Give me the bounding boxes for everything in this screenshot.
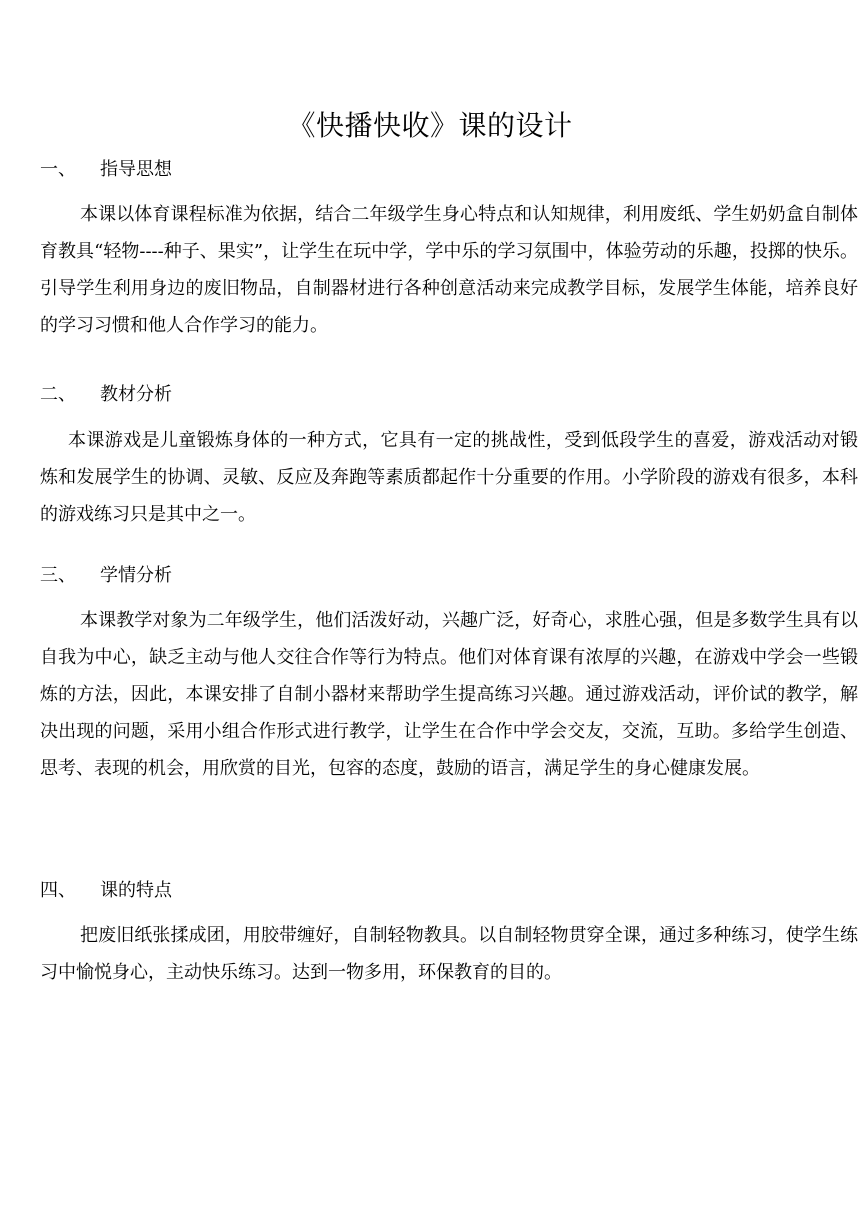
section-body-4: 把废旧纸张揉成团，用胶带缠好，自制轻物教具。以自制轻物贯穿全课，通过多种练习，使学生练习中愉悦身心，主动快乐练习。达到一物多用，环保教育的目的。	[40, 925, 858, 983]
section-number-2: 二、	[40, 384, 76, 405]
section-number-3: 三、	[40, 565, 76, 586]
section-body-1: 本课以体育课程标准为依据，结合二年级学生身心特点和认知规律，利用废纸、学生奶奶盒自制体育教具“轻物----种子、果实”，让学生在玩中学，学中乐的学习氛围中，体验劳动的乐趣，投掷的快乐。引导学生利用身边的废旧物品，自制器材进行各种创意活动来完成教学目标，发展学生体能，培养良好的学习习惯和他人合作学习的能力。	[40, 204, 858, 336]
section-heading-1	[40, 156, 172, 184]
section-body-2: 本课游戏是儿童锻炼身体的一种方式，它具有一定的挑战性，受到低段学生的喜爱，游戏活动对锻炼和发展学生的协调、灵敏、反应及奔跑等素质都起作十分重要的作用。小学阶段的游戏有很多，本科的游戏练习只是其中之一。	[40, 430, 858, 525]
section-number-4: 四、	[40, 880, 76, 901]
document-title: 《快播快收》课的设计	[287, 109, 573, 142]
section-title-1: 指导思想	[100, 159, 172, 180]
section-title-3: 学情分析	[100, 565, 172, 586]
section-number-1: 一、	[40, 159, 76, 180]
section-body-3: 本课教学对象为二年级学生，他们活泼好动，兴趣广泛，好奇心，求胜心强，但是多数学生具有以自我为中心，缺乏主动与他人交往合作等行为特点。他们对体育课有浓厚的兴趣，在游戏中学会一些锻炼的方法，因此，本课安排了自制小器材来帮助学生提高练习兴趣。通过游戏活动，评价试的教学，解决出现的问题，采用小组合作形式进行教学，让学生在合作中学会交友，交流，互助。多给学生创造、思考、表现的机会，用欣赏的目光，包容的态度，鼓励的语言，满足学生的身心健康发展。	[40, 610, 858, 779]
section-heading-4	[40, 877, 172, 905]
section-heading-2	[40, 381, 172, 409]
section-title-2: 教材分析	[100, 384, 172, 405]
section-title-4: 课的特点	[100, 880, 172, 901]
section-heading-3	[40, 562, 172, 590]
